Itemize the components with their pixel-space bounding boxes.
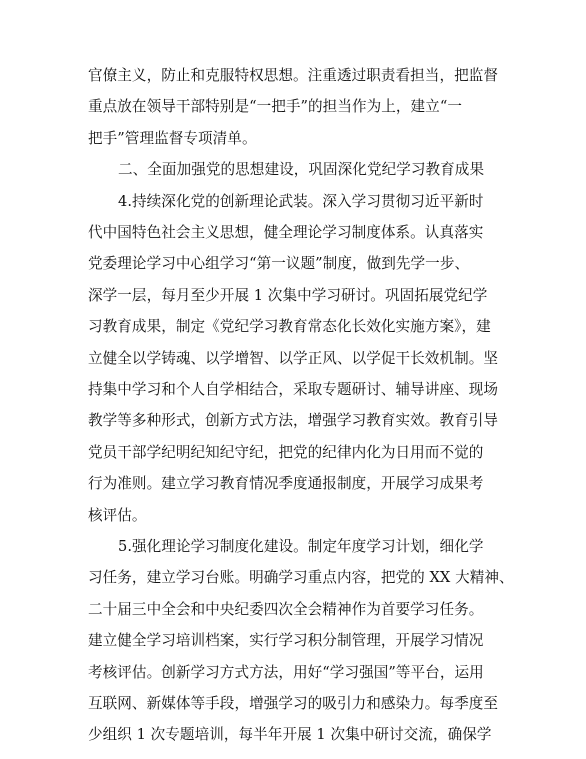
body-text-line: 行为准则。建立学习教育情况季度通报制度，开展学习成果考 xyxy=(88,475,484,493)
body-text-line: 党委理论学习中心组学习“第一议题”制度，做到先学一步、 xyxy=(88,255,470,273)
body-text-line: 核评估。 xyxy=(88,506,147,524)
body-text-line: 代中国特色社会主义思想，健全理论学习制度体系。认真落实 xyxy=(88,224,484,241)
body-text-line: 习任务，建立学习台账。明确学习重点内容，把党的 XX 大精神、 xyxy=(88,569,514,587)
body-text-line: 教学等多种形式，创新方式方法，增强学习教育实效。教育引导 xyxy=(88,412,499,430)
body-text-line: 5.强化理论学习制度化建设。制定年度学习计划，细化学 xyxy=(118,538,484,555)
body-text-line: 官僚主义，防止和克服特权思想。注重透过职责看担当，把监督 xyxy=(88,67,499,84)
body-text-line: 把手”管理监督专项清单。 xyxy=(88,129,257,147)
body-text-line: 立健全以学铸魂、以学增智、以学正风、以学促干长效机制。坚 xyxy=(88,349,499,367)
section-heading: 二、全面加强党的思想建设，巩固深化党纪学习教育成果 xyxy=(118,161,485,179)
body-text-line: 建立健全学习培训档案，实行学习积分制管理，开展学习情况 xyxy=(88,632,484,650)
body-text-line: 4.持续深化党的创新理论武装。深入学习贯彻习近平新时 xyxy=(118,192,484,210)
body-text-line: 持集中学习和个人自学相结合，采取专题研讨、辅导讲座、现场 xyxy=(88,381,499,398)
body-text-line: 党员干部学纪明纪知纪守纪，把党的纪律内化为日用而不觉的 xyxy=(88,443,484,461)
body-text-line: 重点放在领导干部特别是“一把手”的担当作为上，建立“一 xyxy=(88,98,462,116)
body-text-line: 二十届三中全会和中央纪委四次全会精神作为首要学习任务。 xyxy=(88,600,484,618)
body-text-line: 少组织 1 次专题培训，每半年开展 1 次集中研讨交流，确保学 xyxy=(88,726,492,744)
body-text-line: 互联网、新媒体等手段，增强学习的吸引力和感染力。每季度至 xyxy=(88,695,499,712)
body-text-line: 习教育成果，制定《党纪学习教育常态化长效化实施方案》，建 xyxy=(88,318,491,336)
body-text-line: 深学一层，每月至少开展 1 次集中学习研讨。巩固拓展党纪学 xyxy=(88,286,488,304)
body-text-line: 考核评估。创新学习方式方法，用好“学习强国”等平台，运用 xyxy=(88,663,484,681)
